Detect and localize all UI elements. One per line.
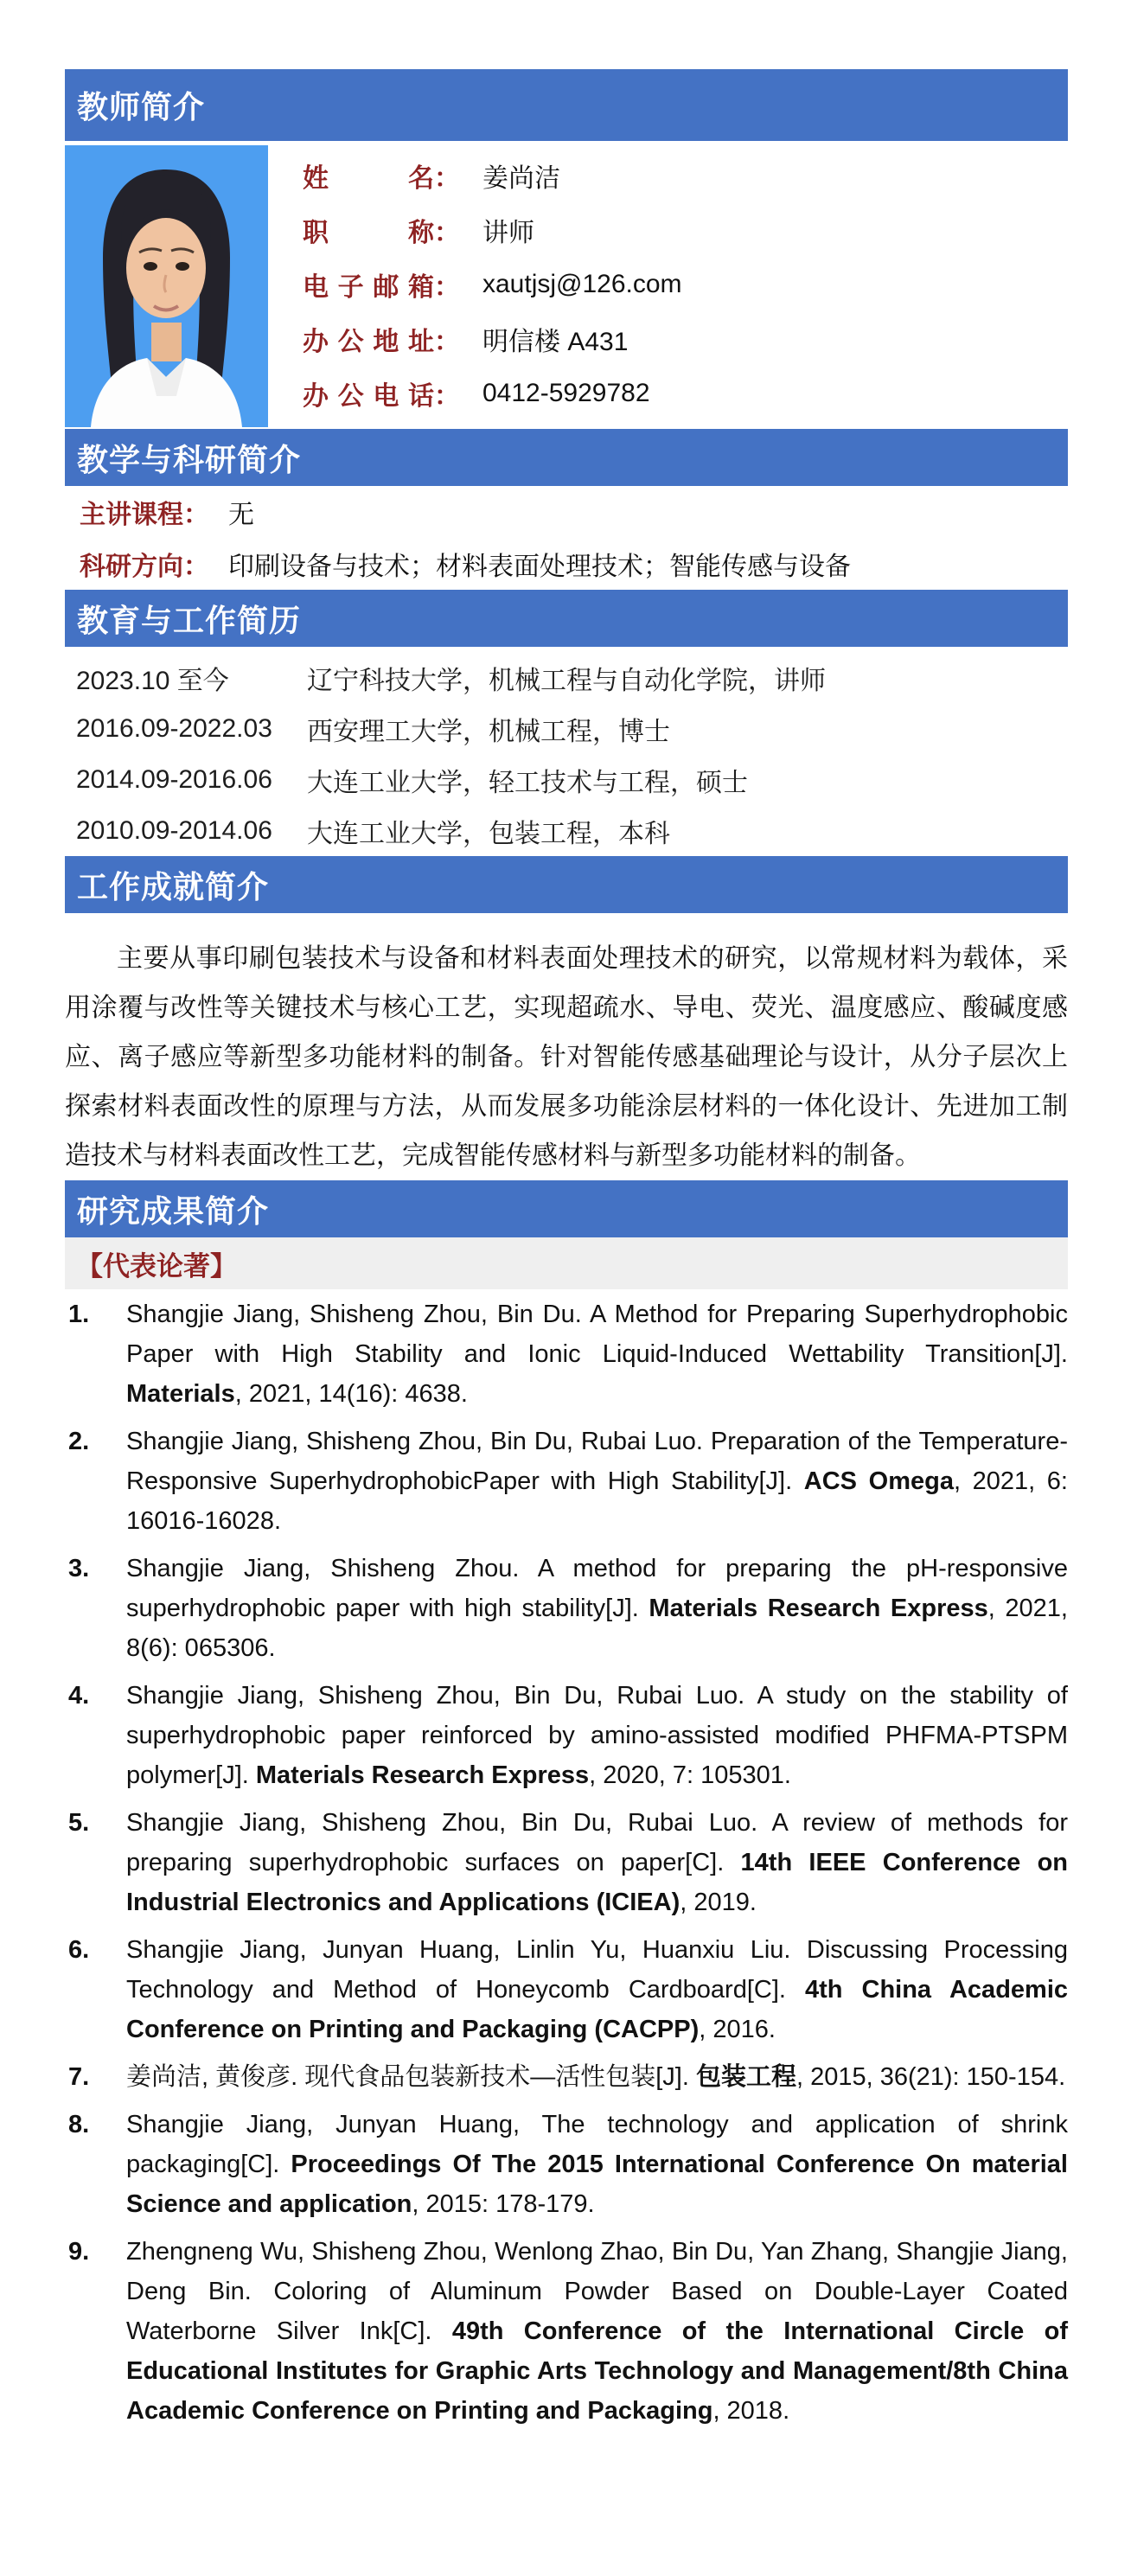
education-entry <box>65 703 1068 754</box>
profile-field-row <box>303 257 682 311</box>
publication-number: 3. <box>68 1555 90 1582</box>
publication-item <box>65 2232 1068 2431</box>
profile-field-value: 姜尚洁 <box>482 163 560 193</box>
publication-text <box>126 1294 1068 1414</box>
education-entry <box>65 805 1068 856</box>
publication-venue: 49th Conference of the International Circle of Educational Institutes for Graphic Arts Technology and Management/8th China Academic Conference on Printing and Packaging <box>126 2317 1068 2425</box>
publication-text <box>126 2057 1068 2097</box>
education-entry-detail: 辽宁科技大学，机械工程与自动化学院，讲师 <box>307 666 826 695</box>
representative-works-label: 【代表论著】 <box>76 1250 237 1282</box>
section-title-teaching-research: 教学与科研简介 <box>77 441 302 477</box>
publication-segment: 姜尚洁, 黄俊彦. 现代食品包装新技术—活性包装[J]. <box>126 2063 696 2091</box>
profile-field-value: 0412-5929782 <box>482 378 650 407</box>
publication-item <box>65 1803 1068 1922</box>
education-entry-period: 2014.09-2016.06 <box>76 764 272 794</box>
education-entry <box>65 652 1068 703</box>
publication-segment: Shangjie Jiang, Junyan Huang, The technology and application of shrink packaging[C]. <box>126 2111 1068 2178</box>
profile-field-value: xautjsj@126.com <box>482 269 682 298</box>
publication-item <box>65 1422 1068 1541</box>
publication-segment: , 2021, 14(16): 4638. <box>234 1380 468 1408</box>
publication-venue: 4th China Academic Conference on Printing and Packaging (CACPP) <box>126 1976 1069 2043</box>
publication-item <box>65 1930 1068 2049</box>
achievements-paragraph: 主要从事印刷包装技术与设备和材料表面处理技术的研究，以常规材料为载体，采用涂覆与改性等关键技术与核心工艺，实现超疏水、导电、荧光、温度感应、酸碱度感应、离子感应等新型多功能材料的制备。针对智能传感基础理论与设计，从分子层次上探索材料表面改性的原理与方法，从而发展多功能涂层材料的一体化设计、先进加工制造技术与材料表面改性工艺，完成智能传感材料与新型多功能材料的制备。 <box>65 944 1068 1170</box>
publication-segment: Shangjie Jiang, Shisheng Zhou, Bin Du, Rubai Luo. A study on the stability of superhydrophobic paper reinforced by amino-assisted modified PHFMA-PTSPM polymer[J]. <box>126 1682 1068 1789</box>
section-header-teacher-profile <box>65 69 1068 141</box>
publication-number: 1. <box>68 1301 90 1328</box>
education-entry-detail: 大连工业大学，轻工技术与工程，硕士 <box>307 768 748 797</box>
publication-item <box>65 1676 1068 1795</box>
publication-text <box>126 2232 1068 2431</box>
publication-venue: 包装工程 <box>695 2063 796 2091</box>
profile-field-row <box>303 148 682 202</box>
publication-segment: Shangjie Jiang, Shisheng Zhou, Bin Du, Rubai Luo. Preparation of the Temperature-Responsive SuperhydrophobicPaper with High Stability[J]. <box>126 1428 1068 1495</box>
publication-segment: Shangjie Jiang, Shisheng Zhou, Bin Du, Rubai Luo. A review of methods for preparing superhydrophobic surfaces on paper[C]. <box>126 1809 1068 1876</box>
publication-venue: 14th IEEE Conference on Industrial Electronics and Applications (ICIEA) <box>126 1849 1069 1916</box>
profile-fields <box>268 145 682 427</box>
section-title-teacher-profile: 教师简介 <box>77 89 206 125</box>
profile-field-colon: ： <box>434 218 460 247</box>
teaching-row-label: 科研方向： <box>80 553 209 581</box>
section-title-achievements: 工作成就简介 <box>77 868 270 904</box>
publication-number: 9. <box>68 2238 90 2266</box>
section-header-achievements <box>65 856 1068 913</box>
publication-segment: , 2015, 36(21): 150-154. <box>796 2063 1066 2091</box>
publication-segment: Shangjie Jiang, Junyan Huang, Linlin Yu, Huanxiu Liu. Discussing Processing Technology and Method of Honeycomb Cardboard[C]. <box>126 1936 1068 2004</box>
section-title-education-history: 教育与工作简历 <box>77 602 302 638</box>
teaching-row-value: 无 <box>228 501 254 529</box>
profile-field-row <box>303 311 682 366</box>
publication-text <box>126 1549 1068 1668</box>
teaching-row <box>65 538 1068 590</box>
publication-number: 7. <box>68 2063 90 2091</box>
publication-item <box>65 1549 1068 1668</box>
publication-item <box>65 2057 1068 2097</box>
publication-segment: Shangjie Jiang, Shisheng Zhou, Bin Du. A Method for Preparing Superhydrophobic Paper with High Stability and Ionic Liquid-Induced Wettability Transition[J]. <box>126 1301 1068 1368</box>
publication-venue: ACS Omega <box>803 1467 954 1495</box>
publication-segment: , 2019. <box>680 1889 757 1916</box>
education-history-list <box>65 652 1068 856</box>
publication-number: 6. <box>68 1936 90 1964</box>
publication-text <box>126 1676 1068 1795</box>
profile-field-label: 办公电话 <box>303 381 434 411</box>
section-header-education-history <box>65 590 1068 647</box>
publication-text <box>126 1422 1068 1541</box>
publication-text <box>126 2105 1068 2224</box>
representative-works-header <box>65 1237 1068 1289</box>
publication-text <box>126 1803 1068 1922</box>
education-entry-detail: 大连工业大学，包装工程，本科 <box>307 819 670 848</box>
publication-list <box>65 1294 1068 2431</box>
publication-segment: , 2020, 7: 105301. <box>589 1761 791 1789</box>
profile-field-label: 办公地址 <box>303 327 434 356</box>
publication-item <box>65 2105 1068 2224</box>
education-entry-period: 2023.10 至今 <box>76 666 229 695</box>
publication-number: 2. <box>68 1428 90 1455</box>
publication-number: 5. <box>68 1809 90 1837</box>
publication-item <box>65 1294 1068 1414</box>
profile-field-colon: ： <box>434 327 460 356</box>
profile-field-colon: ： <box>434 381 460 411</box>
portrait-illustration <box>65 145 268 427</box>
teaching-row <box>65 486 1068 538</box>
profile-field-value: 明信楼 A431 <box>482 327 629 356</box>
publication-number: 4. <box>68 1682 90 1710</box>
publication-venue: Materials <box>126 1380 235 1408</box>
education-entry <box>65 754 1068 805</box>
education-entry-period: 2016.09-2022.03 <box>76 713 272 743</box>
publication-segment: , 2015: 178-179. <box>412 2190 595 2218</box>
education-entry-detail: 西安理工大学，机械工程，博士 <box>307 717 670 746</box>
section-title-research-results: 研究成果简介 <box>77 1192 270 1229</box>
teaching-row-value: 印刷设备与技术；材料表面处理技术；智能传感与设备 <box>228 553 851 581</box>
teacher-photo <box>65 145 268 427</box>
section-header-research-results <box>65 1180 1068 1237</box>
education-entry-period: 2010.09-2014.06 <box>76 815 272 845</box>
profile-field-row <box>303 366 682 420</box>
profile-field-label: 职称 <box>303 218 434 247</box>
profile-section <box>65 145 1068 427</box>
publication-venue: Materials Research Express <box>649 1595 988 1622</box>
publication-number: 8. <box>68 2111 90 2138</box>
profile-field-label: 电子邮箱 <box>303 272 434 302</box>
publication-segment: Shangjie Jiang, Shisheng Zhou. A method for preparing the pH-responsive superhydrophobic paper with high stability[J]. <box>126 1555 1068 1622</box>
teaching-rows <box>65 486 1068 590</box>
publication-venue: Materials Research Express <box>255 1761 590 1789</box>
profile-field-colon: ： <box>434 163 460 193</box>
publication-segment: Zhengneng Wu, Shisheng Zhou, Wenlong Zhao, Bin Du, Yan Zhang, Shangjie Jiang, Deng Bin. Coloring of Aluminum Powder Based on Double-Layer Coated Waterborne Silver Ink[C]. <box>126 2238 1068 2345</box>
publication-venue: Proceedings Of The 2015 International Conference On material Science and application <box>126 2151 1068 2218</box>
publication-segment: , 2018. <box>712 2397 790 2425</box>
teaching-row-label: 主讲课程： <box>80 501 209 529</box>
section-header-teaching-research <box>65 429 1068 486</box>
publication-segment: , 2016. <box>699 2016 776 2043</box>
publication-segment: , 2021, 8(6): 065306. <box>126 1595 1068 1662</box>
publication-segment: , 2021, 6: 16016-16028. <box>126 1467 1068 1535</box>
profile-field-colon: ： <box>434 272 460 302</box>
profile-field-label: 姓名 <box>303 163 434 193</box>
profile-field-value: 讲师 <box>482 218 534 247</box>
profile-field-row <box>303 202 682 257</box>
publication-text <box>126 1930 1068 2049</box>
